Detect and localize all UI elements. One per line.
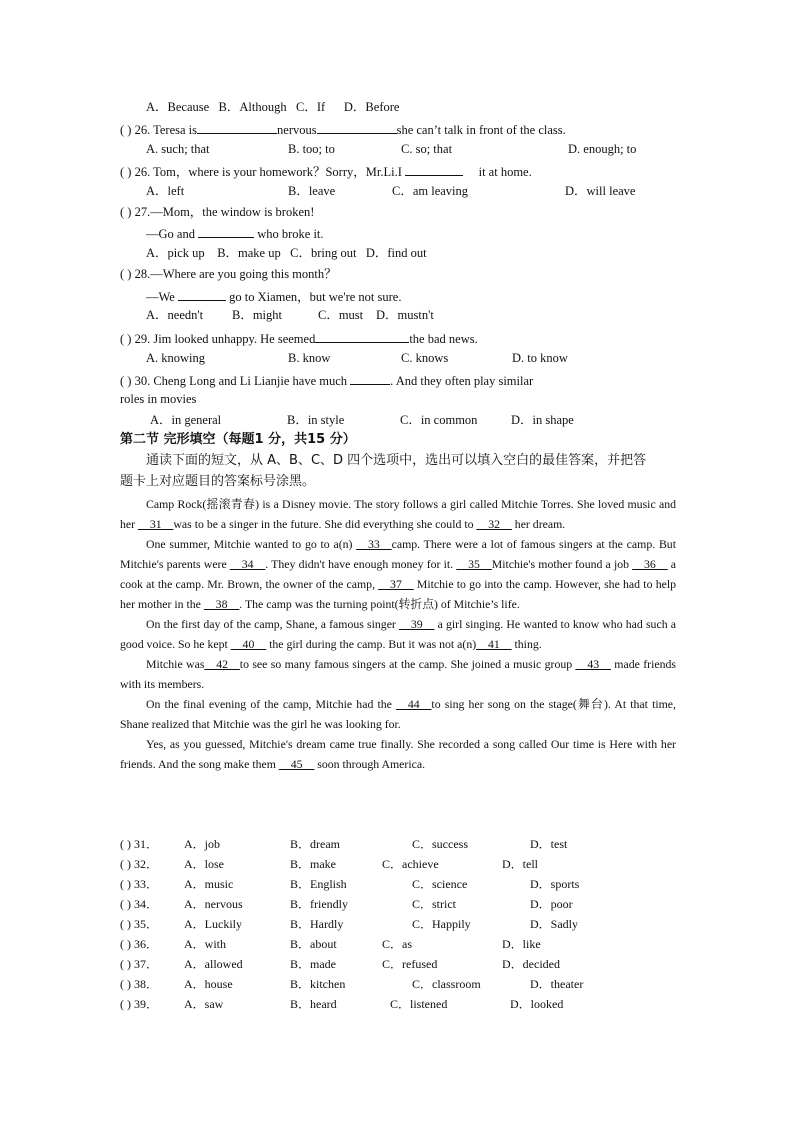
blank-35: __35__ <box>456 557 492 571</box>
section-instructions: 通读下面的短文，从 A、B、C、D 四个选项中，选出可以填入空白的最佳答案，并把答 <box>146 453 647 468</box>
exam-page: A．Because B．Although C．If D．Before ( ) 26. Teresa is nervous she can’t talk in front of the class. A. such; that B. too; to C. so; that D. enough; to ( ) 26. Tom，where is your homework？Sorry，Mr.Li.I it at home. A．left B．leave C．am leaving D．will leave ( ) 27.—Mom，the window is broken! —Go and who broke it. A．pick up B．make up C．bring out D．find out ( ) 28.—Where are you going this month？ —We go to Xiamen，but we're not sure. A．needn't B．might C．must D．mustn't ( ) 29. Jim looked unhappy. He seemed the bad news. A. knowing B. know C. knows D. to know ( ) 30. Cheng Long and Li Lianjie have much . And they often play similar roles in movies A．in general B．in style C．in common D．in shape 第二节 完形填空（每题1 分，共15 分） 通读下面的短文，从 A、B、C、D 四个选项中，选出可以填入空白的最佳答案，并把答 题卡上对应题目的答案标号涂黑。 Camp Rock(摇滚青春) is a Disney movie. The story follows a girl called Mitchie Torres. She loved music and her __31__was to be a singer in the future. She did everything she could to __32__ her dream. One summer, Mitchie wanted to go to a(n) __33__camp. There were a lot of famous singers at the camp. But Mitchie's parents were __34__. They didn't have enough money for it. __35__Mitchie's mother found a job __36__ a cook at the camp. Mr. Brown, the owner of the camp, __37__ Mitchie to go into the camp. However, she had to help her mother in the __38__. The camp was the turning point(转折点) of Mitchie’s life. On the first day of the camp, Shane, a famous singer __39__ a girl singing. He wanted to know who had such a good voice. So he kept __40__ the girl during the camp. But it was not a(n)__41__ thing. Mitchie was__42__to see so many famous singers at the camp. She joined a music group __43__ made friends with its members. On the final evening of the camp, Mitchie had the __44__to sing her song on the stage(舞台). At that time, Shane realized that Mitchie was the girl he was looking for. Yes, as you guessed, Mitchie's dream came true finally. She recorded a song called Our time is Here with her friends. And the song make them __45__ soon through America. ( ) 31． A．job B．dream C．success D．test ( ) 32． A．lose B．make C．achieve D．tell ( ) 33． A．music B．English C．science D．sports ( ) 34． A．nervous B．friendly C．strict D．poor ( ) 35． A．Luckily B．Hardly C．Happily D．Sadly ( ) 36． A．with B．about C．as D．like ( ) 37． A．allowed B．made C．refused D．decided ( ) 38． A．house B．kitchen C．classroom D．theater ( ) 39． A．saw B．heard C．listened D．looked <box>120 100 677 1011</box>
blank-45: __45__ <box>278 757 315 771</box>
option: B．make up <box>217 246 281 260</box>
option: C．If <box>295 100 326 114</box>
option: C．am leaving <box>392 184 469 198</box>
blank-40: __40__ <box>230 637 267 651</box>
answer-paren: ( ) 26. <box>120 123 151 137</box>
passage-paragraph: Mitchie was__42__to see so many famous singers at the camp. She joined a music group __43__ made friends with its members. <box>120 657 676 691</box>
option: A．left <box>146 184 185 198</box>
option: D．in shape <box>511 413 574 427</box>
answer-paren: ( ) 27. <box>120 205 151 219</box>
option: B．Although <box>218 100 287 114</box>
q26a-stem: ( ) 26. Teresa is nervous she can’t talk in front of the class. <box>120 120 566 138</box>
option: D．find out <box>365 246 427 260</box>
passage-paragraph: On the first day of the camp, Shane, a famous singer __39__ a girl singing. He wanted to know who had such a good voice. So he kept __40__ the girl during the camp. But it was not a(n)__41__ thing. <box>120 617 676 651</box>
passage-paragraph: Camp Rock(摇滚青春) is a Disney movie. The story follows a girl called Mitchie Torres. She loved music and her __31__was to be a singer in the future. She did everything she could to __32__ her dream. <box>120 497 676 531</box>
q29-stem: ( ) 29. Jim looked unhappy. He seemed the bad news. <box>120 329 478 347</box>
option: C．bring out <box>290 246 357 260</box>
q27-stem: ( ) 27.—Mom，the window is broken! <box>120 205 315 219</box>
option: A．in general <box>150 413 222 427</box>
blank-43: __43__ <box>575 657 611 671</box>
option: D．Before <box>343 100 400 114</box>
option: D. to know <box>512 351 568 365</box>
q30-stem: ( ) 30. Cheng Long and Li Lianjie have much . And they often play similar <box>120 371 533 389</box>
blank <box>198 224 254 238</box>
answer-paren: ( ) 26. <box>120 165 151 179</box>
blank <box>405 162 463 176</box>
option: D．mustn't <box>376 308 434 322</box>
q30-stem-cont: roles in movies <box>120 392 197 406</box>
option: C. so; that <box>401 142 453 156</box>
blank-32: __32__ <box>476 517 512 531</box>
q28-stem: ( ) 28.—Where are you going this month？ <box>120 267 337 281</box>
option: A．pick up <box>146 246 205 260</box>
blank-44: __44__ <box>396 697 432 711</box>
answer-paren: ( ) 29. <box>120 332 151 346</box>
option: D. enough; to <box>568 142 637 156</box>
option: A．needn't <box>146 308 204 322</box>
option: A. knowing <box>146 351 206 365</box>
blank-39: __39__ <box>399 617 435 631</box>
q26b-stem: ( ) 26. Tom，where is your homework？Sorry，Mr.Li.I it at home. <box>120 162 532 180</box>
q27-options <box>146 245 427 261</box>
blank-31: __31__ <box>138 517 174 531</box>
blank <box>350 371 390 385</box>
section-instructions-cont: 题卡上对应题目的答案标号涂黑。 <box>120 474 316 489</box>
blank-42: __42__ <box>204 657 240 671</box>
blank <box>317 120 397 134</box>
option: D．will leave <box>565 184 636 198</box>
option: B．might <box>232 308 283 322</box>
option: B. too; to <box>288 142 335 156</box>
answer-paren: ( ) 30. <box>120 374 151 388</box>
blank-37: __37__ <box>378 577 414 591</box>
passage-paragraph: Yes, as you guessed, Mitchie's dream came true finally. She recorded a song called Our time is Here with her friends. And the song make them __45__ soon through America. <box>120 737 676 771</box>
blank-41: __41__ <box>476 637 512 651</box>
option: B. know <box>288 351 331 365</box>
blank <box>315 329 409 343</box>
option: A．Because <box>146 100 210 114</box>
option: A. such; that <box>146 142 210 156</box>
blank <box>178 287 226 301</box>
blank-36: __36__ <box>632 557 668 571</box>
passage-paragraph: On the final evening of the camp, Mitchie had the __44__to sing her song on the stage(舞台). At that time, Shane realized that Mitchie was the girl he was looking for. <box>120 697 676 731</box>
q27-stem2: —Go and who broke it. <box>146 224 324 242</box>
blank-34: __34__ <box>229 557 266 571</box>
option: C．must <box>318 308 364 322</box>
q28-stem2: —We go to Xiamen，but we're not sure. <box>146 287 401 305</box>
blank-33: __33__ <box>356 537 392 551</box>
passage-paragraph: One summer, Mitchie wanted to go to a(n) __33__camp. There were a lot of famous singers at the camp. But Mitchie's parents were __34__. They didn't have enough money for it. __35__Mitchie's mother found a job __36__ a cook at the camp. Mr. Brown, the owner of the camp, __37__ Mitchie to go into the camp. However, she had to help her mother in the __38__. The camp was the turning point(转折点) of Mitchie’s life. <box>120 537 677 611</box>
option: C．in common <box>400 413 478 427</box>
option: B．in style <box>287 413 345 427</box>
blank <box>197 120 277 134</box>
option: C. knows <box>401 351 449 365</box>
blank-38: __38__ <box>203 597 240 611</box>
q25-options <box>146 99 399 115</box>
section-title: 第二节 完形填空（每题1 分，共15 分） <box>120 432 356 447</box>
cloze-passage <box>120 494 676 774</box>
answer-paren: ( ) 28. <box>120 267 151 281</box>
option: B．leave <box>288 184 336 198</box>
